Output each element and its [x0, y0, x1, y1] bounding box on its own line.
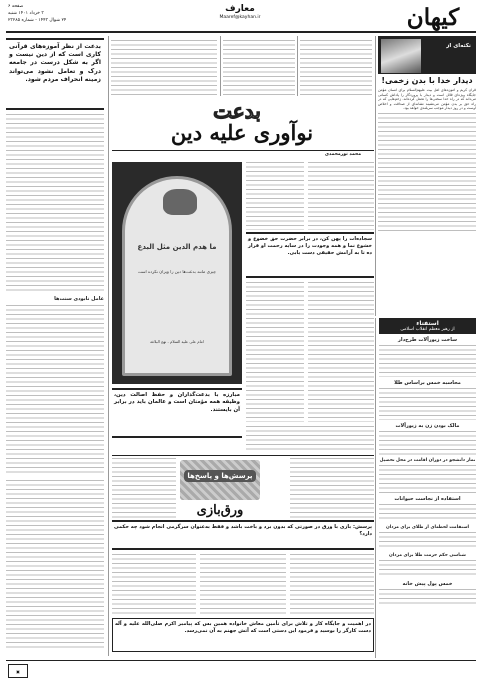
- left-col-text-2: [6, 305, 104, 475]
- nokte-body-lines: [378, 113, 476, 231]
- nokte-image: [381, 39, 421, 73]
- sidebar-item: [379, 423, 476, 455]
- qa-text-col-4: [200, 554, 286, 614]
- sidebar-item-title: مالک بودن زن به زیورآلات: [395, 423, 460, 429]
- lower-callout: [112, 388, 242, 438]
- sidebar-item-title: ساخت زیورآلات طرح‌دار: [398, 337, 457, 343]
- masthead-rule: [6, 31, 476, 33]
- feature-title: نوآوری علیه دین: [170, 120, 314, 145]
- feature-image: [112, 162, 242, 384]
- sidebar-heading: استفتاء: [416, 320, 439, 327]
- feature-kicker: بدعت: [213, 99, 261, 123]
- col-rule-4: [108, 36, 109, 656]
- sidebar-item-title: محاسبه خمس براساس طلا: [394, 380, 461, 386]
- sidebar-item-title: نماز دانشجو در دوران اقامت در محل تحصیل: [379, 458, 476, 463]
- sidebar-item: [379, 458, 476, 493]
- top-text-col-3: [111, 40, 217, 98]
- nokte-box: [378, 36, 476, 74]
- feature-title-block: [112, 100, 372, 150]
- sidebar-item: [379, 525, 476, 550]
- feature-image-source: امام علی علیه السلام - نهج البلاغه: [150, 339, 204, 344]
- calligraphy-mark: [163, 189, 197, 215]
- bottom-note-text: در اهمیت و جایگاه کار و تلاش برای تأمین معاش خانواده همین بس که پیامبر اکرم صلی‌الله علیه و آله دست کارگر را بوسید و فرمود این دستی است که آتش جهنم به آن نمی‌رسد.: [115, 621, 371, 634]
- sidebar: [379, 318, 476, 658]
- left-col-heading: عامل نابودی سنت‌ها: [54, 296, 104, 302]
- sidebar-subheading: از رهبر معظم انقلاب اسلامی: [400, 327, 455, 332]
- sidebar-item-title: استفاده از نجاست حیوانات: [394, 496, 461, 502]
- sidebar-item-title: خمس پول پیش خانه: [402, 581, 453, 587]
- qa-text-col-1: [290, 458, 374, 518]
- sidebar-item: [379, 553, 476, 578]
- qa-text-col-5: [112, 554, 196, 614]
- sidebar-item: [379, 337, 476, 377]
- qa-title: پرسش‌ها و پاسخ‌ها: [184, 470, 256, 482]
- feature-author: محمد نورمحمدی: [322, 152, 364, 157]
- feature-image-frame: [122, 176, 232, 376]
- left-col-text-1: [6, 114, 104, 294]
- qa-text-col-2: [112, 458, 176, 518]
- sidebar-item: [379, 380, 476, 420]
- bottom-note: [112, 618, 374, 652]
- nokte-kicker: نکته‌ای از: [446, 43, 471, 49]
- center-highlight-text: سجاده‌ات را پهن کن، در برابر حضرت حق خضوع و خشوع نما و همه وجودت را در سایه رحمت او قرار ده تا به آرامش حقیقی دست یابی.: [248, 236, 372, 256]
- col-rule-1: [375, 36, 376, 316]
- section-email: Maaref@kayhan.ir: [219, 15, 261, 20]
- pull-quote-box: [6, 38, 104, 110]
- pull-quote-text: بدعت از نظر آموزه‌های قرآنی کاری است که از دین نیست و اگر به شکل درست در جامعه درک و تعامل نشود می‌تواند زمینه انحراف مردم شود.: [9, 43, 101, 83]
- qa-text-col-3: [290, 554, 374, 614]
- top-text-col-1: [300, 40, 372, 98]
- feature-text-col-1: [308, 162, 374, 230]
- qa-heading: ورق‌بازی: [196, 503, 244, 518]
- nokte-title: دیدار خدا با بدن زخمی!: [381, 76, 473, 85]
- feature-text-col-4: [246, 282, 304, 422]
- sidebar-item-text: [379, 589, 476, 605]
- sidebar-item: [379, 581, 476, 605]
- col-rule-3: [220, 36, 221, 96]
- center-highlight: [246, 232, 374, 278]
- feature-text-col-2: [246, 162, 304, 230]
- qa-highlight: [112, 520, 374, 550]
- sidebar-item: [379, 496, 476, 522]
- section-title: معارف: [225, 4, 255, 14]
- top-text-col-2: [223, 40, 295, 98]
- qa-highlight-text: پرسش: بازی با ورق در صورتی که بدون برد و باخت باشد و فقط به‌عنوان سرگرمی انجام شود چه حکمی دارد؟: [114, 524, 372, 537]
- left-col-text-3: [6, 480, 104, 650]
- sidebar-item-text: [379, 431, 476, 455]
- feature-author-bar: [112, 150, 374, 160]
- sidebar-item-text: [379, 345, 476, 377]
- page-number: صفحه ۶: [8, 4, 24, 9]
- feature-image-quote: ما هدم الدین مثل البدع: [137, 243, 217, 251]
- sidebar-rule: [375, 318, 376, 658]
- sidebar-item-text: [379, 388, 476, 420]
- nokte-body: قرآن کریم و آموزه‌های اهل بیت علیهم‌السلام برای انسان مؤمن جایگاه ویژه‌ای قائل است و دیدار با پروردگار را پاداش کسانی می‌داند که در راه خدا سختی‌ها را تحمل کرده‌اند. زخم‌هایی که در راه حق بر بدن مؤمن می‌نشیند نشانه‌ای از صداقت و اخلاص اوست و در روز دیدار موجب سربلندی خواهد بود.: [378, 88, 476, 248]
- qa-title-box: [180, 460, 260, 500]
- footer-rule: [6, 660, 476, 661]
- logo: کیهان: [406, 4, 460, 31]
- col-rule-2: [297, 36, 298, 96]
- sidebar-heading-box: [379, 318, 476, 334]
- sidebar-item-text: [379, 504, 476, 522]
- footer-logo: ▣: [8, 664, 28, 678]
- issue-number: ۲۴ شوال ۱۴۴۳ - شماره ۲۳۲۸۵: [8, 18, 67, 23]
- qa-top-rule: [112, 455, 374, 456]
- sidebar-item-text: [379, 532, 476, 550]
- sidebar-item-title: شناسی حکم حرمت طلا برای مردان: [389, 553, 466, 558]
- sidebar-item-title: استقامت لحظه‌ای از طلای برای مردان: [385, 525, 470, 530]
- feature-text-col-5: [246, 426, 374, 452]
- sidebar-item-text: [379, 465, 476, 493]
- lower-callout-text: مبارزه با بدعت‌گذاران و حفظ اصالت دین، وظیفه همه مؤمنان است و عالمان باید در برابر آن بایستند.: [114, 392, 240, 413]
- sidebar-item-text: [379, 560, 476, 578]
- feature-text-col-3: [308, 282, 374, 422]
- feature-image-caption: چیزی مانند بدعت‌ها دین را ویران نکرده است: [137, 269, 217, 274]
- issue-date: ۳ خرداد ۱۴۰۱ شنبه: [8, 11, 44, 16]
